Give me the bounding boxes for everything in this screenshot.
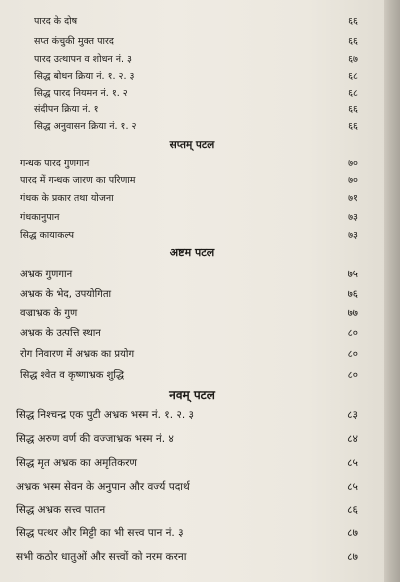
entry-page: ७१ — [348, 193, 358, 204]
entry-title: सिद्ध कायाकल्प — [20, 230, 74, 241]
entry-page: ७३ — [348, 212, 358, 223]
entry-page: ७३ — [348, 230, 358, 241]
entry-page: ७० — [348, 175, 358, 186]
entry-title: अभ्रक गुणगान — [20, 269, 73, 280]
entry-page: ६८ — [348, 88, 358, 99]
entry-title: पारद में गन्धक जारण का परिणाम — [20, 175, 136, 186]
section-heading: नवम् पटल — [169, 388, 215, 402]
entry-page: ६६ — [348, 104, 358, 115]
entry-title: गंधक के प्रकार तथा योजना — [20, 193, 114, 204]
entry-title: सिद्ध अभ्रक सत्त्व पातन — [16, 504, 106, 516]
entry-page: ६६ — [348, 16, 358, 27]
entry-title: अभ्रक के उत्पत्ति स्थान — [20, 328, 101, 339]
entry-page: ६६ — [348, 36, 358, 47]
section-heading: अष्टम पटल — [169, 246, 215, 259]
entry-title: सिद्ध निश्चन्द्र एक पुटी अभ्रक भस्म नं. १. २. ३ — [16, 409, 195, 421]
entry-page: ६८ — [348, 71, 358, 82]
entry-page: ६७ — [348, 54, 358, 65]
entry-title: सिद्ध मृत अभ्रक का अमृतिकरण — [16, 457, 138, 469]
entry-page: ८७ — [347, 551, 358, 563]
entry-page: ८० — [347, 370, 358, 381]
entry-title: पारद उत्थापन व शोधन नं. ३ — [34, 54, 132, 65]
entry-page: ८७ — [347, 527, 358, 539]
entry-title: सिद्ध पत्थर और मिट्टी का भी सत्त्व पान नं. ३ — [16, 527, 184, 539]
page-edge-shadow — [384, 0, 400, 582]
section-heading: सप्तम् पटल — [169, 139, 215, 151]
entry-title: अभ्रक भस्म सेवन के अनुपान और वर्ज्य पदार्थ — [16, 481, 190, 493]
entry-title: सप्त कंचुकी मुक्त पारद — [34, 36, 114, 47]
entry-page: ७६ — [347, 289, 358, 300]
entry-page: ८५ — [347, 457, 358, 469]
entry-page: ७५ — [347, 269, 358, 280]
entry-title: सिद्ध पारद नियमन नं. १. २ — [34, 88, 128, 99]
entry-title: सिद्ध बोधन क्रिया नं. १. २. ३ — [34, 71, 135, 82]
entry-page: ८३ — [347, 409, 358, 421]
entry-page: ८५ — [347, 481, 358, 493]
entry-title: पारद के दोष — [34, 16, 78, 27]
entry-title: सिद्ध अनुवासन क्रिया नं. १. २ — [34, 121, 137, 132]
entry-title: सभी कठोर धातुओं और सत्त्वों को नरम करना — [16, 551, 187, 563]
entry-title: संदीपन क्रिया नं. १ — [34, 104, 99, 115]
entry-page: ७७ — [347, 308, 358, 319]
entry-page: ६६ — [348, 121, 358, 132]
entry-title: रोग निवारण में अभ्रक का प्रयोग — [20, 349, 135, 360]
entry-page: ८० — [347, 349, 358, 360]
entry-page: ८६ — [347, 504, 358, 516]
entry-title: सिद्ध श्वेत व कृष्णाभ्रक शुद्धि — [20, 370, 124, 381]
entry-page: ७० — [348, 158, 358, 169]
entry-title: वज्राभ्रक के गुण — [20, 308, 78, 319]
entry-title: गंधकानुपान — [20, 212, 60, 223]
entry-page: ८० — [347, 328, 358, 339]
entry-title: अभ्रक के भेद, उपयोगिता — [20, 289, 112, 300]
entry-title: गन्धक पारद गुणगान — [20, 158, 90, 169]
entry-page: ८४ — [347, 433, 358, 445]
entry-title: सिद्ध अरुण वर्ण की वज्जाभ्रक भस्म नं. ४ — [16, 433, 174, 445]
